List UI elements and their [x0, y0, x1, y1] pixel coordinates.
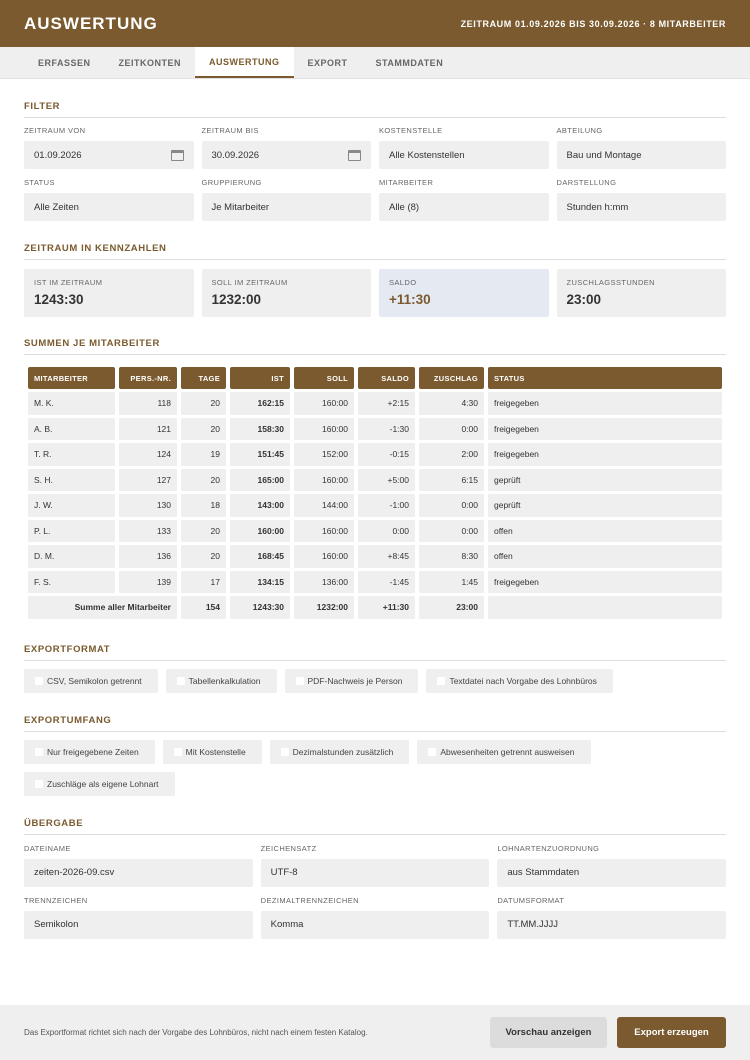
app-header	[0, 0, 750, 47]
filter-mitarbeiter	[379, 178, 549, 221]
exportumfang-option-zuschlaege[interactable]	[24, 772, 175, 796]
table-cell: offen	[488, 520, 722, 543]
column-header[interactable]: SOLL	[294, 367, 354, 389]
kpi-section-title: ZEITRAUM IN KENNZAHLEN	[24, 243, 726, 260]
table-cell: D. M.	[28, 545, 115, 568]
table-cell: 160:00	[294, 392, 354, 415]
table-cell: 136	[119, 545, 177, 568]
table-cell: P. L.	[28, 520, 115, 543]
exportformat-option-pdf[interactable]	[285, 669, 419, 693]
kpi-row	[24, 269, 726, 317]
table-cell: +5:00	[358, 469, 415, 492]
column-header[interactable]: SALDO	[358, 367, 415, 389]
uebergabe-section-title: ÜBERGABE	[24, 818, 726, 835]
gruppierung-select[interactable]	[202, 193, 372, 221]
preview-button[interactable]: Vorschau anzeigen	[490, 1017, 607, 1048]
field-value: Semikolon	[34, 919, 79, 930]
tab-zeitkonten[interactable]: ZEITKONTEN	[118, 57, 182, 68]
table-cell: 8:30	[419, 545, 484, 568]
field-value: TT.MM.JJJJ	[507, 919, 558, 930]
total-status	[488, 596, 722, 619]
field-value: 30.09.2026	[211, 149, 260, 161]
exportumfang-option-kostenstelle[interactable]	[163, 740, 262, 764]
table-cell: M. K.	[28, 392, 115, 415]
table-cell: 139	[119, 571, 177, 594]
table-cell: 1:45	[419, 571, 484, 594]
field-value: Stunden h:mm	[566, 201, 629, 213]
tab-export[interactable]: EXPORT	[307, 57, 348, 68]
table-cell: 0:00	[419, 418, 484, 441]
export-button[interactable]: Export erzeugen	[617, 1017, 726, 1048]
option-label: Mit Kostenstelle	[185, 746, 246, 757]
table-cell: 134:15	[230, 571, 290, 594]
status-select[interactable]	[24, 193, 194, 221]
table-cell: 0:00	[358, 520, 415, 543]
filter-zeitraum-von	[24, 126, 194, 169]
checkbox-icon	[437, 677, 445, 685]
field-label: MITARBEITER	[379, 178, 434, 187]
tab-erfassen[interactable]: ERFASSEN	[38, 57, 91, 68]
exportumfang-options	[24, 740, 726, 796]
abteilung-select[interactable]	[557, 141, 727, 169]
exportumfang-section-title: EXPORTUMFANG	[24, 715, 726, 732]
option-label: Nur freigegebene Zeiten	[47, 746, 139, 757]
table-cell: -0:15	[358, 443, 415, 466]
uebergabe-dezimal	[261, 896, 490, 939]
table-cell: 19	[181, 443, 226, 466]
column-header[interactable]: TAGE	[181, 367, 226, 389]
table-cell: -1:45	[358, 571, 415, 594]
field-value: Je Mitarbeiter	[211, 201, 270, 213]
filter-row-1	[24, 126, 726, 169]
total-zuschlag: 23:00	[419, 596, 484, 619]
table-cell: S. H.	[28, 469, 115, 492]
exportformat-section-title: EXPORTFORMAT	[24, 644, 726, 661]
exportumfang-option-dezimalstunden[interactable]	[270, 740, 410, 764]
table-cell: 6:15	[419, 469, 484, 492]
kpi-value: 1243:30	[34, 292, 84, 307]
table-cell: 124	[119, 443, 177, 466]
filter-row-2	[24, 178, 726, 221]
total-tage: 154	[181, 596, 226, 619]
table-cell: 0:00	[419, 494, 484, 517]
darstellung-select[interactable]	[557, 193, 727, 221]
option-label: Textdatei nach Vorgabe des Lohnbüros	[449, 675, 597, 686]
uebergabe-dateiname	[24, 844, 253, 887]
table-cell: 160:00	[294, 545, 354, 568]
table-cell: +2:15	[358, 392, 415, 415]
option-label: CSV, Semikolon getrennt	[47, 675, 142, 686]
field-value: UTF-8	[270, 867, 298, 878]
column-header[interactable]: IST	[230, 367, 290, 389]
table-cell: F. S.	[28, 571, 115, 594]
table-cell: freigegeben	[488, 418, 722, 441]
table-cell: 133	[119, 520, 177, 543]
kpi-label: SOLL IM ZEITRAUM	[211, 278, 288, 287]
field-label: TRENNZEICHEN	[24, 895, 88, 905]
table-cell: 151:45	[230, 443, 290, 466]
field-value: Komma	[270, 919, 304, 930]
table-cell: 152:00	[294, 443, 354, 466]
uebergabe-row-2	[24, 896, 726, 939]
dezimaltrennzeichen-select[interactable]	[261, 911, 490, 939]
tab-stammdaten[interactable]: STAMMDATEN	[375, 57, 444, 68]
field-label: ZEICHENSATZ	[260, 843, 317, 853]
kpi-label: IST IM ZEITRAUM	[34, 278, 103, 287]
table-cell: freigegeben	[488, 392, 722, 415]
table-cell: 162:15	[230, 392, 290, 415]
checkbox-icon	[296, 677, 304, 685]
table-cell: geprüft	[488, 494, 722, 517]
table-cell: 20	[181, 418, 226, 441]
option-label: Dezimalstunden zusätzlich	[292, 746, 394, 757]
kostenstelle-select[interactable]	[379, 141, 549, 169]
option-label: Tabellenkalkulation	[188, 675, 261, 686]
table-cell: 20	[181, 392, 226, 415]
field-value: zeiten-2026-09.csv	[34, 867, 115, 878]
footer-hint: Das Exportformat richtet sich nach der Vorgabe des Lohnbüros, nicht nach einem festen Katalog.	[24, 1028, 368, 1037]
table-cell: 20	[181, 520, 226, 543]
table-cell: T. R.	[28, 443, 115, 466]
table-cell: 160:00	[294, 418, 354, 441]
checkbox-icon	[177, 677, 185, 685]
table-cell: 136:00	[294, 571, 354, 594]
field-label: KOSTENSTELLE	[379, 126, 443, 135]
uebergabe-datumsformat	[497, 896, 726, 939]
total-ist: 1243:30	[230, 596, 290, 619]
field-label: DEZIMALTRENNZEICHEN	[260, 895, 359, 905]
field-label: LOHNARTENZUORDNUNG	[497, 843, 600, 853]
calendar-icon[interactable]	[171, 150, 184, 161]
kpi-value: +11:30	[389, 292, 431, 307]
exportformat-option-textdatei[interactable]	[426, 669, 612, 693]
filter-kostenstelle	[379, 126, 549, 169]
field-label: DARSTELLUNG	[556, 178, 617, 187]
date-from-field[interactable]	[24, 141, 194, 169]
tab-auswertung[interactable]: AUSWERTUNG	[195, 47, 294, 78]
table-cell: 168:45	[230, 545, 290, 568]
uebergabe-lohnarten	[497, 844, 726, 887]
table-cell: 165:00	[230, 469, 290, 492]
filter-section-title: FILTER	[24, 101, 726, 118]
column-header[interactable]: ZUSCHLAG	[419, 367, 484, 389]
footer-actions	[490, 1017, 726, 1048]
kpi-label: ZUSCHLAGSSTUNDEN	[566, 278, 655, 287]
table-cell: geprüft	[488, 469, 722, 492]
field-value: Bau und Montage	[566, 149, 642, 161]
filter-darstellung	[557, 178, 727, 221]
exportumfang-option-freigegeben[interactable]	[24, 740, 155, 764]
field-label: ZEITRAUM BIS	[201, 126, 259, 135]
checkbox-icon	[428, 748, 436, 756]
table-cell: 160:00	[294, 520, 354, 543]
footer-bar	[0, 1005, 750, 1060]
checkbox-icon	[281, 748, 289, 756]
table-cell: 160:00	[230, 520, 290, 543]
filter-abteilung	[557, 126, 727, 169]
filter-gruppierung	[202, 178, 372, 221]
field-value: Alle Kostenstellen	[389, 149, 465, 161]
field-label: GRUPPIERUNG	[201, 178, 262, 187]
kpi-saldo	[379, 269, 549, 317]
exportformat-option-csv[interactable]	[24, 669, 158, 693]
field-label: ZEITRAUM VON	[24, 126, 86, 135]
table-cell: 2:00	[419, 443, 484, 466]
employee-summary-table	[24, 367, 726, 619]
period-summary: ZEITRAUM 01.09.2026 BIS 30.09.2026 · 8 MITARBEITER	[460, 18, 726, 29]
table-cell: 130	[119, 494, 177, 517]
table-cell: 121	[119, 418, 177, 441]
trennzeichen-select[interactable]	[24, 911, 253, 939]
exportformat-option-tabellenkalkulation[interactable]	[166, 669, 277, 693]
zeichensatz-select[interactable]	[261, 859, 490, 887]
app-title: AUSWERTUNG	[24, 13, 158, 33]
checkbox-icon	[35, 677, 43, 685]
option-label: PDF-Nachweis je Person	[307, 675, 403, 686]
option-label: Abwesenheiten getrennt ausweisen	[440, 746, 575, 757]
field-label: STATUS	[24, 178, 55, 187]
table-cell: offen	[488, 545, 722, 568]
exportformat-options	[24, 669, 726, 693]
column-header[interactable]: STATUS	[488, 367, 722, 389]
checkbox-icon	[35, 780, 43, 788]
total-soll: 1232:00	[294, 596, 354, 619]
date-to-field[interactable]	[202, 141, 372, 169]
field-value: aus Stammdaten	[507, 867, 580, 878]
filter-status	[24, 178, 194, 221]
kpi-value: 1232:00	[211, 292, 262, 307]
datumsformat-select[interactable]	[497, 911, 726, 939]
total-label: Summe aller Mitarbeiter	[28, 596, 177, 619]
uebergabe-row-1	[24, 844, 726, 887]
calendar-icon[interactable]	[348, 150, 361, 161]
kpi-zuschlag	[557, 269, 727, 317]
table-cell: freigegeben	[488, 571, 722, 594]
filter-zeitraum-bis	[202, 126, 372, 169]
table-cell: 20	[181, 545, 226, 568]
table-cell: J. W.	[28, 494, 115, 517]
table-cell: 127	[119, 469, 177, 492]
total-saldo: +11:30	[358, 596, 415, 619]
table-cell: 18	[181, 494, 226, 517]
table-cell: 17	[181, 571, 226, 594]
table-cell: freigegeben	[488, 443, 722, 466]
column-header[interactable]: MITARBEITER	[28, 367, 115, 389]
checkbox-icon	[174, 748, 182, 756]
kpi-label: SALDO	[389, 278, 417, 287]
table-cell: +8:45	[358, 545, 415, 568]
tab-bar	[0, 47, 750, 79]
table-cell: 118	[119, 392, 177, 415]
column-header[interactable]: PERS.-NR.	[119, 367, 177, 389]
table-cell: 144:00	[294, 494, 354, 517]
field-label: ABTEILUNG	[556, 126, 603, 135]
uebergabe-trennzeichen	[24, 896, 253, 939]
field-label: DATUMSFORMAT	[497, 895, 565, 905]
table-cell: 20	[181, 469, 226, 492]
mitarbeiter-select[interactable]	[379, 193, 549, 221]
checkbox-icon	[35, 748, 43, 756]
table-cell: 158:30	[230, 418, 290, 441]
field-value: Alle (8)	[389, 201, 420, 213]
kpi-soll	[202, 269, 372, 317]
dateiname-input[interactable]	[24, 859, 253, 887]
exportumfang-option-abwesenheiten[interactable]	[417, 740, 590, 764]
table-cell: 4:30	[419, 392, 484, 415]
table-cell: -1:30	[358, 418, 415, 441]
field-label: DATEINAME	[24, 843, 71, 853]
kpi-ist	[24, 269, 194, 317]
option-label: Zuschläge als eigene Lohnart	[47, 778, 159, 789]
table-cell: 143:00	[230, 494, 290, 517]
field-value: Alle Zeiten	[34, 201, 79, 213]
uebergabe-zeichensatz	[261, 844, 490, 887]
table-section-title: SUMMEN JE MITARBEITER	[24, 338, 726, 355]
lohnarten-select[interactable]	[497, 859, 726, 887]
table-cell: 160:00	[294, 469, 354, 492]
table-cell: A. B.	[28, 418, 115, 441]
kpi-value: 23:00	[566, 292, 602, 307]
table-cell: 0:00	[419, 520, 484, 543]
table-cell: -1:00	[358, 494, 415, 517]
field-value: 01.09.2026	[34, 149, 82, 161]
